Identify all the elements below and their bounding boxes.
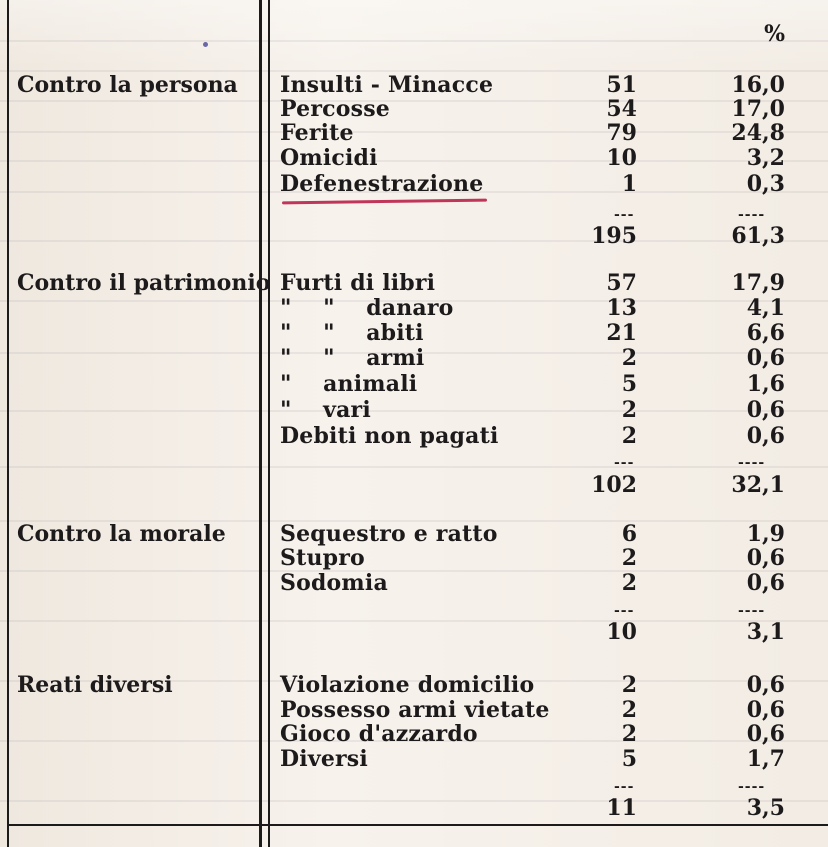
percent-value: 0,6 xyxy=(746,545,785,571)
group-total-count: 102 xyxy=(591,472,637,498)
percent-value: 0,6 xyxy=(746,697,785,723)
group-total-count: 11 xyxy=(606,795,637,821)
column-divider-2 xyxy=(268,0,270,847)
percent-value: 0,6 xyxy=(746,397,785,423)
count-value: 2 xyxy=(621,345,637,371)
category-label: Reati diversi xyxy=(17,672,173,698)
category-label: Contro la morale xyxy=(17,521,226,547)
subtotal-dashes: ---- xyxy=(738,603,766,619)
subtotal-dashes: --- xyxy=(614,207,635,223)
count-value: 10 xyxy=(606,145,637,171)
count-value: 2 xyxy=(621,697,637,723)
category-label: Contro la persona xyxy=(17,72,238,98)
percent-value: 0,6 xyxy=(746,672,785,698)
percent-value: 17,9 xyxy=(731,270,785,296)
count-value: 6 xyxy=(621,521,637,547)
crime-label: " " danaro xyxy=(280,295,454,321)
subtotal-dashes: ---- xyxy=(738,779,766,795)
percent-value: 1,9 xyxy=(746,521,785,547)
subtotal-dashes: --- xyxy=(614,603,635,619)
subtotal-dashes: ---- xyxy=(738,455,766,471)
percent-value: 16,0 xyxy=(731,72,785,98)
crime-label: " " armi xyxy=(280,345,425,371)
subtotal-dashes: --- xyxy=(614,779,635,795)
count-value: 51 xyxy=(606,72,637,98)
group-total-percent: 3,1 xyxy=(746,619,785,645)
percent-value: 0,6 xyxy=(746,721,785,747)
count-value: 2 xyxy=(621,570,637,596)
count-value: 79 xyxy=(606,120,637,146)
crime-label: Possesso armi vietate xyxy=(280,697,550,723)
count-value: 54 xyxy=(606,96,637,122)
percent-value: 24,8 xyxy=(731,120,785,146)
pink-underline-mark xyxy=(282,199,487,205)
count-value: 2 xyxy=(621,672,637,698)
percent-value: 4,1 xyxy=(746,295,785,321)
count-value: 2 xyxy=(621,721,637,747)
crime-label: Insulti - Minacce xyxy=(280,72,494,98)
crime-label: Furti di libri xyxy=(280,270,436,296)
crime-label: Percosse xyxy=(280,96,390,122)
count-value: 13 xyxy=(606,295,637,321)
percent-value: 0,6 xyxy=(746,570,785,596)
crime-label: Diversi xyxy=(280,746,368,772)
crime-label: Debiti non pagati xyxy=(280,423,499,449)
count-value: 5 xyxy=(621,746,637,772)
group-total-percent: 32,1 xyxy=(731,472,785,498)
bottom-rule xyxy=(7,824,828,826)
crime-label: Omicidi xyxy=(280,145,378,171)
group-total-percent: 61,3 xyxy=(731,223,785,249)
percent-value: 3,2 xyxy=(746,145,785,171)
count-value: 21 xyxy=(606,320,637,346)
percent-header: % xyxy=(764,21,785,47)
crime-label-highlighted: Defenestrazione xyxy=(280,171,484,197)
crime-label: Sequestro e ratto xyxy=(280,521,498,547)
crime-label: Stupro xyxy=(280,545,365,571)
crime-label: " vari xyxy=(280,397,371,423)
percent-value: 17,0 xyxy=(731,96,785,122)
subtotal-dashes: --- xyxy=(614,455,635,471)
crime-label: " animali xyxy=(280,371,418,397)
percent-value: 1,6 xyxy=(746,371,785,397)
count-value: 5 xyxy=(621,371,637,397)
percent-value: 6,6 xyxy=(746,320,785,346)
crime-label: Sodomia xyxy=(280,570,388,596)
crime-label: Gioco d'azzardo xyxy=(280,721,478,747)
count-value: 1 xyxy=(621,171,637,197)
group-total-count: 195 xyxy=(591,223,637,249)
crime-label: Ferite xyxy=(280,120,354,146)
left-border xyxy=(7,0,9,847)
count-value: 2 xyxy=(621,397,637,423)
percent-value: 0,3 xyxy=(746,171,785,197)
crime-label: Violazione domicilio xyxy=(280,672,535,698)
column-divider-1 xyxy=(259,0,262,847)
crime-label: " " abiti xyxy=(280,320,424,346)
percent-value: 0,6 xyxy=(746,423,785,449)
category-label: Contro il patrimonio xyxy=(17,270,271,296)
stray-ink-dot xyxy=(203,42,208,47)
percent-value: 0,6 xyxy=(746,345,785,371)
group-total-count: 10 xyxy=(606,619,637,645)
count-value: 2 xyxy=(621,545,637,571)
count-value: 2 xyxy=(621,423,637,449)
group-total-percent: 3,5 xyxy=(746,795,785,821)
count-value: 57 xyxy=(606,270,637,296)
percent-value: 1,7 xyxy=(746,746,785,772)
subtotal-dashes: ---- xyxy=(738,207,766,223)
